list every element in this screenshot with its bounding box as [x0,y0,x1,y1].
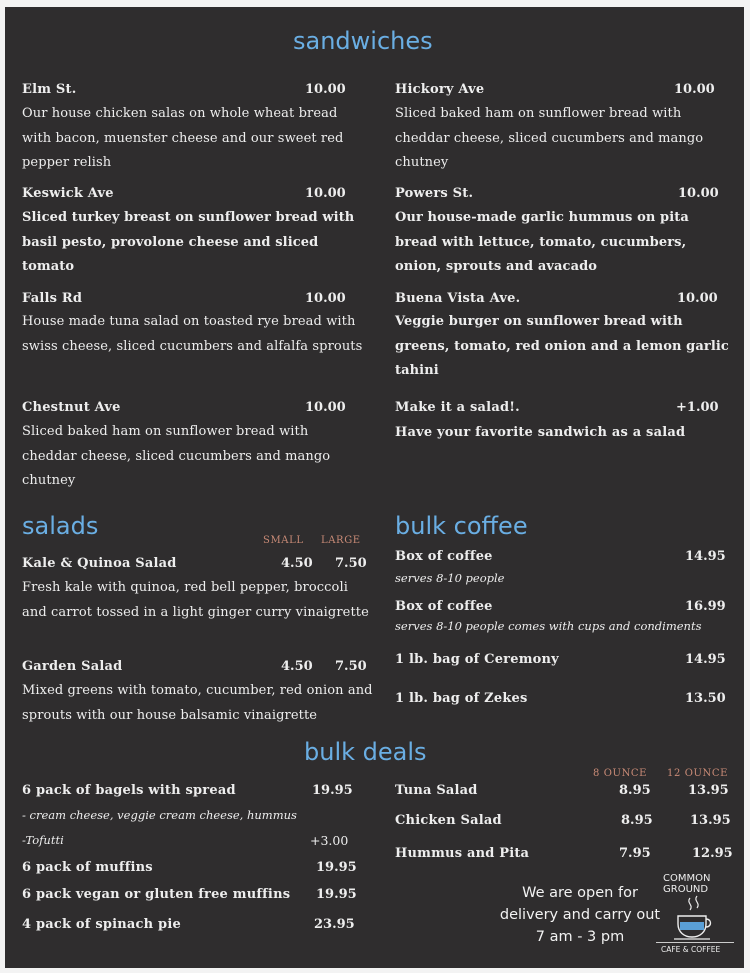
sandwich-description: Sliced baked ham on sunflower bread with cheddar cheese, sliced cucumbers and mango chutney [395,106,704,170]
coffee-item-price: 16.99 [685,599,726,614]
sandwich-description: Our house chicken salas on whole wheat bread with bacon, muenster cheese and our sweet red pepper relish [22,106,344,170]
sandwich-price: 10.00 [305,186,346,201]
sandwich-description: Sliced baked ham on sunflower bread with cheddar cheese, sliced cucumbers and mango chutney [22,424,331,488]
deal-name: Tuna Salad [395,783,478,798]
bulk-deals-heading: bulk deals [304,738,427,766]
hours-line-1: We are open for [522,885,638,901]
coffee-cup-icon [672,894,720,942]
deal-addon-name: -Tofutti [22,833,64,847]
salad-price-small: 4.50 [281,556,313,571]
salad-description: Fresh kale with quinoa, red bell pepper, broccoli and carrot tossed in a light ginger curry vinaigrette [22,580,369,620]
sandwich-price: +1.00 [676,400,719,415]
deal-price-12oz: 13.95 [688,783,729,798]
sandwich-price: 10.00 [678,186,719,201]
sandwich-description: Have your favorite sandwich as a salad [395,425,686,440]
deal-price-12oz: 12.95 [692,846,733,861]
logo-divider [656,942,734,943]
hours-line-3: 7 am - 3 pm [535,929,625,945]
coffee-item-name: Box of coffee [395,599,493,614]
sandwich-name: Keswick Ave [22,186,114,201]
salad-description: Mixed greens with tomato, cucumber, red onion and sprouts with our house balsamic vinaigrette [22,683,373,723]
deal-name: 4 pack of spinach pie [22,917,181,932]
deal-name: 6 pack of muffins [22,860,153,875]
sandwich-price: 10.00 [305,291,346,306]
coffee-item-note: serves 8-10 people [395,571,505,585]
sandwich-name: Falls Rd [22,291,83,306]
size-label-small: SMALL [263,535,304,546]
coffee-item-name: 1 lb. bag of Zekes [395,691,528,706]
deal-name: 6 pack vegan or gluten free muffins [22,887,291,902]
salad-name: Kale & Quinoa Salad [22,556,177,571]
deal-price: 19.95 [312,783,353,798]
common-ground-logo [656,870,736,956]
bulk-coffee-heading: bulk coffee [395,512,528,540]
coffee-item-name: Box of coffee [395,549,493,564]
deal-price-8oz: 8.95 [619,783,651,798]
sandwich-name: Chestnut Ave [22,400,121,415]
size-label-12oz: 12 OUNCE [667,768,729,779]
logo-line-2: GROUND [663,884,709,895]
sandwich-description: Sliced turkey breast on sunflower bread with basil pesto, provolone cheese and sliced tomato [22,210,355,274]
sandwich-name: Buena Vista Ave. [395,291,521,306]
deal-price-8oz: 7.95 [619,846,651,861]
salad-price-large: 7.50 [335,556,367,571]
deal-price: 19.95 [316,887,357,902]
coffee-item-price: 13.50 [685,691,726,706]
logo-line-1: COMMON [663,873,711,884]
deal-price-12oz: 13.95 [690,813,731,828]
deal-price-8oz: 8.95 [621,813,653,828]
hours-line-2: delivery and carry out [499,907,661,923]
deal-name: 6 pack of bagels with spread [22,783,236,798]
sandwich-description: Veggie burger on sunflower bread with greens, tomato, red onion and a lemon garlic tahini [395,314,729,378]
coffee-item-name: 1 lb. bag of Ceremony [395,652,559,667]
sandwich-name: Elm St. [22,82,77,97]
deal-note: - cream cheese, veggie cream cheese, hummus [22,808,297,822]
deal-addon-price: +3.00 [310,833,349,848]
menu-page [5,7,744,968]
deal-price: 23.95 [314,917,355,932]
size-label-8oz: 8 OUNCE [593,768,648,779]
deal-name: Chicken Salad [395,813,502,828]
deal-name: Hummus and Pita [395,846,530,861]
coffee-item-note: serves 8-10 people comes with cups and condiments [395,619,702,633]
coffee-item-price: 14.95 [685,549,726,564]
sandwich-name: Powers St. [395,186,474,201]
salad-name: Garden Salad [22,659,123,674]
coffee-item-price: 14.95 [685,652,726,667]
sandwich-name: Hickory Ave [395,82,485,97]
sandwich-description: House made tuna salad on toasted rye bread with swiss cheese, sliced cucumbers and alfalfa sprouts [22,314,363,354]
sandwich-price: 10.00 [674,82,715,97]
sandwich-name: Make it a salad!. [395,400,520,415]
sandwich-price: 10.00 [305,400,346,415]
size-label-large: LARGE [321,535,361,546]
salad-price-large: 7.50 [335,659,367,674]
sandwiches-heading: sandwiches [293,27,433,55]
sandwich-description: Our house-made garlic hummus on pita bread with lettuce, tomato, cucumbers, onion, sprouts and avacado [395,210,689,274]
sandwich-price: 10.00 [305,82,346,97]
logo-line-3: CAFE & COFFEE [661,945,721,954]
salad-price-small: 4.50 [281,659,313,674]
deal-price: 19.95 [316,860,357,875]
sandwich-price: 10.00 [677,291,718,306]
salads-heading: salads [22,512,99,540]
